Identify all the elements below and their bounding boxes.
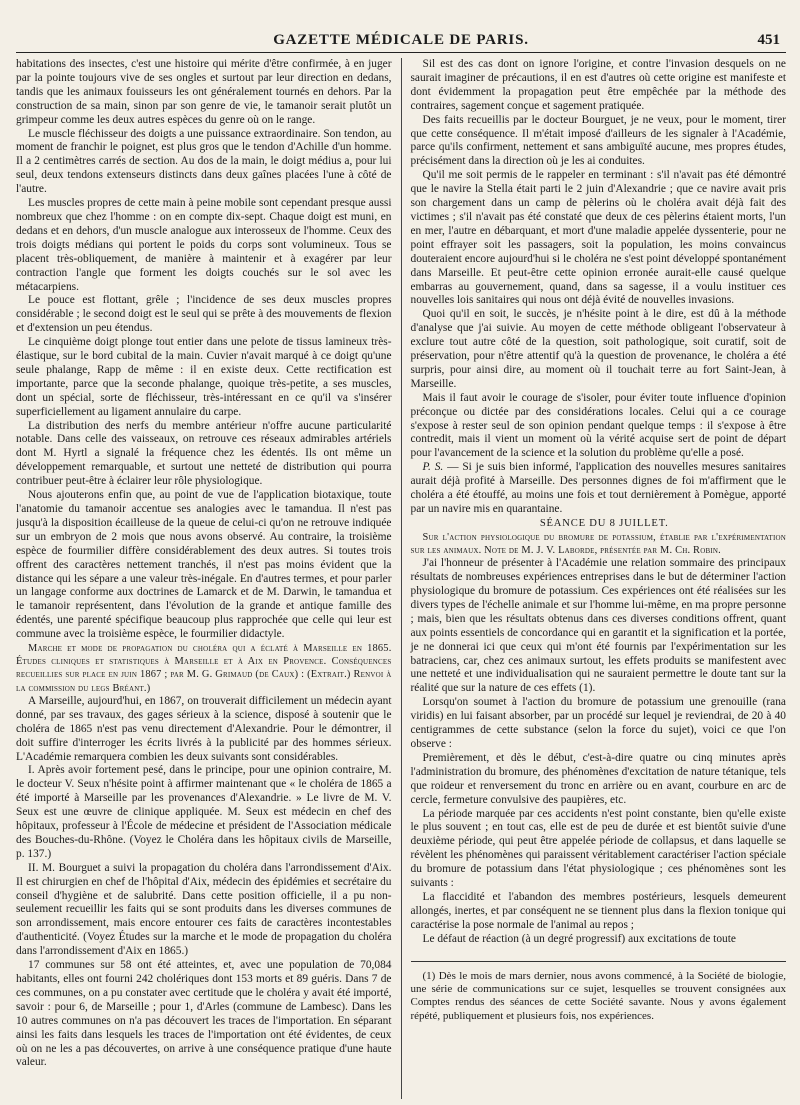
paragraph: Quoi qu'il en soit, le succès, je n'hésite point à le dire, est dû à la méthode d'analyse que j'ai suivie. Au moyen de cette méthode obligeant l'observateur à exclure tout autre côté de la question, soit pathologique, soit curatif, soit de préservation, pour n'être attentif qu'à la question de provenance, le choléra a été surpris, pour ainsi dire, au moment où il touchait terre au fort Saint-Jean, à Marseille. [410,308,786,390]
paragraph: Le muscle fléchisseur des doigts a une puissance extraordinaire. Son tendon, au moment de franchir le poignet, est plus gros que le tendon d'Achille d'un homme. Il a 2 centimètres carrés de section. Au dos de la main, le doigt médius a, pour lui seul, deux tendons extenseurs distincts dans deux gaînes placées l'une à côté de l'autre. [16,127,392,196]
page-header [16,0,786,56]
paragraph: Le cinquième doigt plonge tout entier dans une pelote de tissus lamineux très-élastique, sur le bord cubital de la main. Cuvier n'avait marqué à ce doigt qu'une seule phalange, Rapp de même : il en existe deux. Cette rectification est importante, parce que la seconde phalange, quoique très-petite, a ses muscles, dont un spécial, sorte de fléchisseur, très-intéressant en ce qu'il va s'insérer superficiellement au ligament annulaire du carpe. [16,336,392,418]
article-heading-bromure [411,531,787,557]
paragraph: A Marseille, aujourd'hui, en 1867, on trouverait difficilement un médecin ayant donné, par ses travaux, des gages sérieux à la science, disposé à soutenir que le choléra de 1865 n'est pas venu directement d'Alexandrie. Pour le démontrer, il doit suffire d'interroger les écrits livrés à la publicité par des hommes sérieux. L'Académie remarquera combien les deux suivants sont considérables. [16,694,392,763]
paragraph: La flaccidité et l'abandon des membres postérieurs, lesquels demeurent allongés, inertes, et par conséquent ne se tiennent plus dans la flexion tonique qui caractérise la pose normale de l'animal au repos ; [410,890,786,931]
footnote-rule [411,961,787,962]
paragraph: Le pouce est flottant, grêle ; l'incidence de ses deux muscles propres considérable ; le second doigt est le seul qui se prête à des mouvements de flexion et d'extension un peu étendus. [16,294,392,335]
session-title: SÉANCE DU 8 JUILLET. [539,517,669,529]
article-heading-text: Marche et mode de propagation du choléra qui a éclaté à Marseille en 1865. Études cliniques et statistiques à Marseille et à Aix en Provence. Conséquences recueillies sur place en juin 1867 ; par M. G. Grimaud (de Caux) : (Extrait.) Renvoi à la commission du legs Bréant.) [16,643,392,694]
paragraph: Des faits recueillis par le docteur Bourguet, je ne veux, pour le moment, tirer que cette conséquence. Il m'était imposé d'ailleurs de les signaler à l'Académie, parce qu'ils confirment, nettement et sans ambiguïté aucune, mes propres études, précisément dans la direction où je les ai conduites. [410,113,786,168]
paragraph: I. Après avoir fortement pesé, dans le principe, pour une opinion contraire, M. le docteur V. Seux n'hésite point à affirmer maintenant que « le choléra de 1865 a été importé à Marseille par les provenances d'Alexandrie. » Le livre de M. V. Seux est une œuvre de clinique appliquée. M. Seux est médecin en chef des hôpitaux, professeur à l'École de médecine et président de l'Association médicale des Bouches-du-Rhône. (Voyez le Choléra dans les hôpitaux civils de Marseille, p. 137.) [16,764,392,860]
paragraph: habitations des insectes, c'est une histoire qui mérite d'être confirmée, à en juger par la pointe toujours vive de ses ongles et surtout par leur direction en dedans, tandis que les animaux fouisseurs les ont généralement tournés en dehors. Par la construction de sa main, sinon par son genre de vie, le tamanoir serait plutôt un grimpeur comme les deux autres espèces du genre où on le range. [16,58,392,126]
running-title: GAZETTE MÉDICALE DE PARIS. [273,32,529,48]
postscript [411,461,787,517]
postscript-label: P. S. [422,461,444,474]
left-column [16,58,401,1099]
paragraph: Sil est des cas dont on ignore l'origine, et contre l'invasion desquels on ne saurait imaginer de précautions, il en est d'autres où cette origine est manifeste et dont évidemment la propagation peut être empêchée par la méthode des contraires, sagement conçue et sagement pratiquée. [410,58,786,112]
two-column-body [16,58,786,1099]
paragraph: Qu'il me soit permis de le rappeler en terminant : s'il n'avait pas été démontré que le navire la Stella était parti le 2 juin d'Alexandrie ; que ce navire avait pris son chargement dans un camp de pèlerins où le choléra avait déjà fait des victimes ; s'il n'avait pas été constaté que deux de ces pèlerins étaient morts, l'un en mer, l'autre en débarquant, et mort d'une maladie appelée dyssenterie, pour ne point effrayer soit les passagers, soit la population, les moins convaincus douteraient encore aujourd'hui si le choléra ne s'est point développé spontanément dans Marseille. Et peut-être cette opinion erronée aurait-elle causé quelque embarras au gouvernement, quand, dans sa sagesse, il a voulu instituer ces nouvelles lois sanitaires qui nous ont déjà évité de nouvelles invasions. [410,169,786,307]
paragraph: Le défaut de réaction (à un degré progressif) aux excitations de toute [422,932,736,945]
article-heading-cholera [16,642,392,695]
paragraph: Nous ajouterons enfin que, au point de vue de l'application biotaxique, toute l'anatomie du tamanoir accentue ses analogies avec le tamandua. Il n'est pas jusqu'à la disposition écailleuse de la queue de celui-ci qu'on ne retrouve indiquée sur un embryon de 2 mois que nous avons observé. Au contraire, la troisième espèce de fourmilier diffère considérablement des deux autres. Si toutes trois offrent des caractères nettement tranchés, il n'est pas moins évident que la distance qui les sépare a une valeur très-inégale. En d'autres termes, et pour parler un langage conforme aux doctrines de Lamarck et de M. Darwin, le tamandua et le tamanoir représentent, dans l'évolution de la grande et antique famille des édentés, une parenté spécifique beaucoup plus rapprochée que celle qui leur est commune avec la troisième espèce, le fourmilier didactyle. [16,489,392,641]
paragraph: Mais il faut avoir le courage de s'isoler, pour éviter toute influence d'opinion préconçue ou dictée par des considérations locales. Celui qui a ce courage s'expose à rester seul de son opinion pendant quelque temps : il s'expose à être contredit, mais il vient un moment où la vérité acquise sert de point de départ pour l'avancement de la science et la solution du problème qu'elle a posé. [410,391,786,460]
page-number: 451 [757,32,780,48]
paragraph: II. M. Bourguet a suivi la propagation du choléra dans l'arrondissement d'Aix. Il est chirurgien en chef de l'hôpital d'Aix, médecin des épidémies et secrétaire du conseil d'hygiène et de salubrité. Dans cette position officielle, il a pu non-seulement recueillir les faits qui se sont produits dans les diverses communes de son arrondissement, mais encore entourer ces faits de caractères incontestables d'authenticité. (Voyez Études sur la marche et le mode de propagation du choléra dans l'arrondissement d'Aix en 1865.) [16,861,392,958]
paragraph: Lorsqu'on soumet à l'action du bromure de potassium une grenouille (rana viridis) en lui faisant absorber, par un procédé sur lequel je reviendrai, de 20 à 40 centigrammes de cette substance (selon la force du sujet), voici ce que l'on observe : [410,696,786,750]
footnote: (1) Dès le mois de mars dernier, nous avons commencé, à la Société de biologie, une série de communications sur ce sujet, lesquelles se trouvent consignées aux Comptes rendus des séances de cette Société savante. Nous y avons également répété, publiquement et plusieurs fois, nos expériences. [410,969,786,1022]
article-heading-text: Sur l'action physiologique du bromure de potassium, établie par l'expérimentation sur les animaux. Note de M. J. V. Laborde, présentée par M. Ch. Robin. [410,531,786,557]
paragraph: J'ai l'honneur de présenter à l'Académie une relation sommaire des principaux résultats de nombreuses expériences entreprises dans le but de déterminer l'action physiologique du bromure de potassium. Ces expériences ont été réalisées sur les divers types de l'échelle animale et sur l'homme lui-même, en ma propre personne ; mais, bien que les résultats obtenus dans ces diverses conditions offrent, quant aux points essentiels de concordance qui en garantit et la signification et la portée, je ne donnerai ici que ceux qui m'ont été fournis par l'expérimentation sur les batraciens, car, chez ces animaux surtout, les effets produits se manifestent avec une netteté et une individualisation qui ne sauraient permettre le doute tant sur la réalité que sur la nature de ces effets (1). [410,557,786,695]
right-column [401,58,787,1099]
paragraph: Les muscles propres de cette main à peine mobile sont cependant presque aussi nombreux que chez l'homme : on en compte dix-sept. Chaque doigt est muni, en dedans et en dehors, d'un muscle analogue aux interosseux de l'homme. Ceux des trois doigts médians qui portent le poids du corps sont volumineux. Tous se placent très-obliquement, de manière à maintenir et à exagérer par leur contraction l'angle que forment les doigts couchés sur le sol avec les métacarpiens. [16,197,392,293]
paragraph: La période marquée par ces accidents n'est point constante, bien qu'elle existe le plus souvent ; en tout cas, elle est de peu de durée et est bientôt suivie d'une deuxième période, qui peut être appelée période de collapsus, et dans laquelle se révèlent les phénomènes qui paraissent véritablement caractériser l'action spéciale du bromure de potassium dans l'état physiologique ; ces phénomènes sont les suivants : [410,807,786,890]
paragraph: La distribution des nerfs du membre antérieur n'offre aucune particularité notable. Dans celle des vaisseaux, on retrouve ces réseaux admirables artériels dont M. Hyrtl a signalé la fréquence chez les édentés. Ils ont même un développement remarquable, et surtout une netteté de distribution qui pourra contribuer peut-être à éclairer leur rôle physiologique. [16,419,392,488]
paragraph: 17 communes sur 58 ont été atteintes, et, avec une population de 70,084 habitants, elles ont fourni 242 cholériques dont 153 morts et 89 guéris. Dans 7 de ces communes, on a pu constater avec certitude que le choléra y avait été importé, savoir : pour 6, de Marseille ; pour 1, d'Arles (commune de Lambesc). Dans les 10 autres communes on n'a pas découvert les traces de l'importation. En séparant ainsi les faits dans lesquels les traces de l'importation ont été évidentes, de ceux où on ne les a pas découvertes, on arrive à une conséquence pratique d'une haute valeur. [16,959,392,1069]
postscript-text: — Si je suis bien informé, l'application des nouvelles mesures sanitaires aurait déjà profité à Marseille. Des personnes dignes de foi m'affirment que le choléra a été étouffé, au moins une fois et tout dernièrement à Pomègue, apporté par un navire mis en quarantaine. [410,461,786,515]
paragraph: Premièrement, et dès le début, c'est-à-dire quatre ou cinq minutes après l'administration du bromure, des phénomènes d'excitation de nature tétanique, tels que roideur et renversement du tronc en arrière ou en avant, courbure en arc de cercle, fermeture convulsive des paupières, etc. [410,751,786,806]
header-rule [16,52,786,53]
